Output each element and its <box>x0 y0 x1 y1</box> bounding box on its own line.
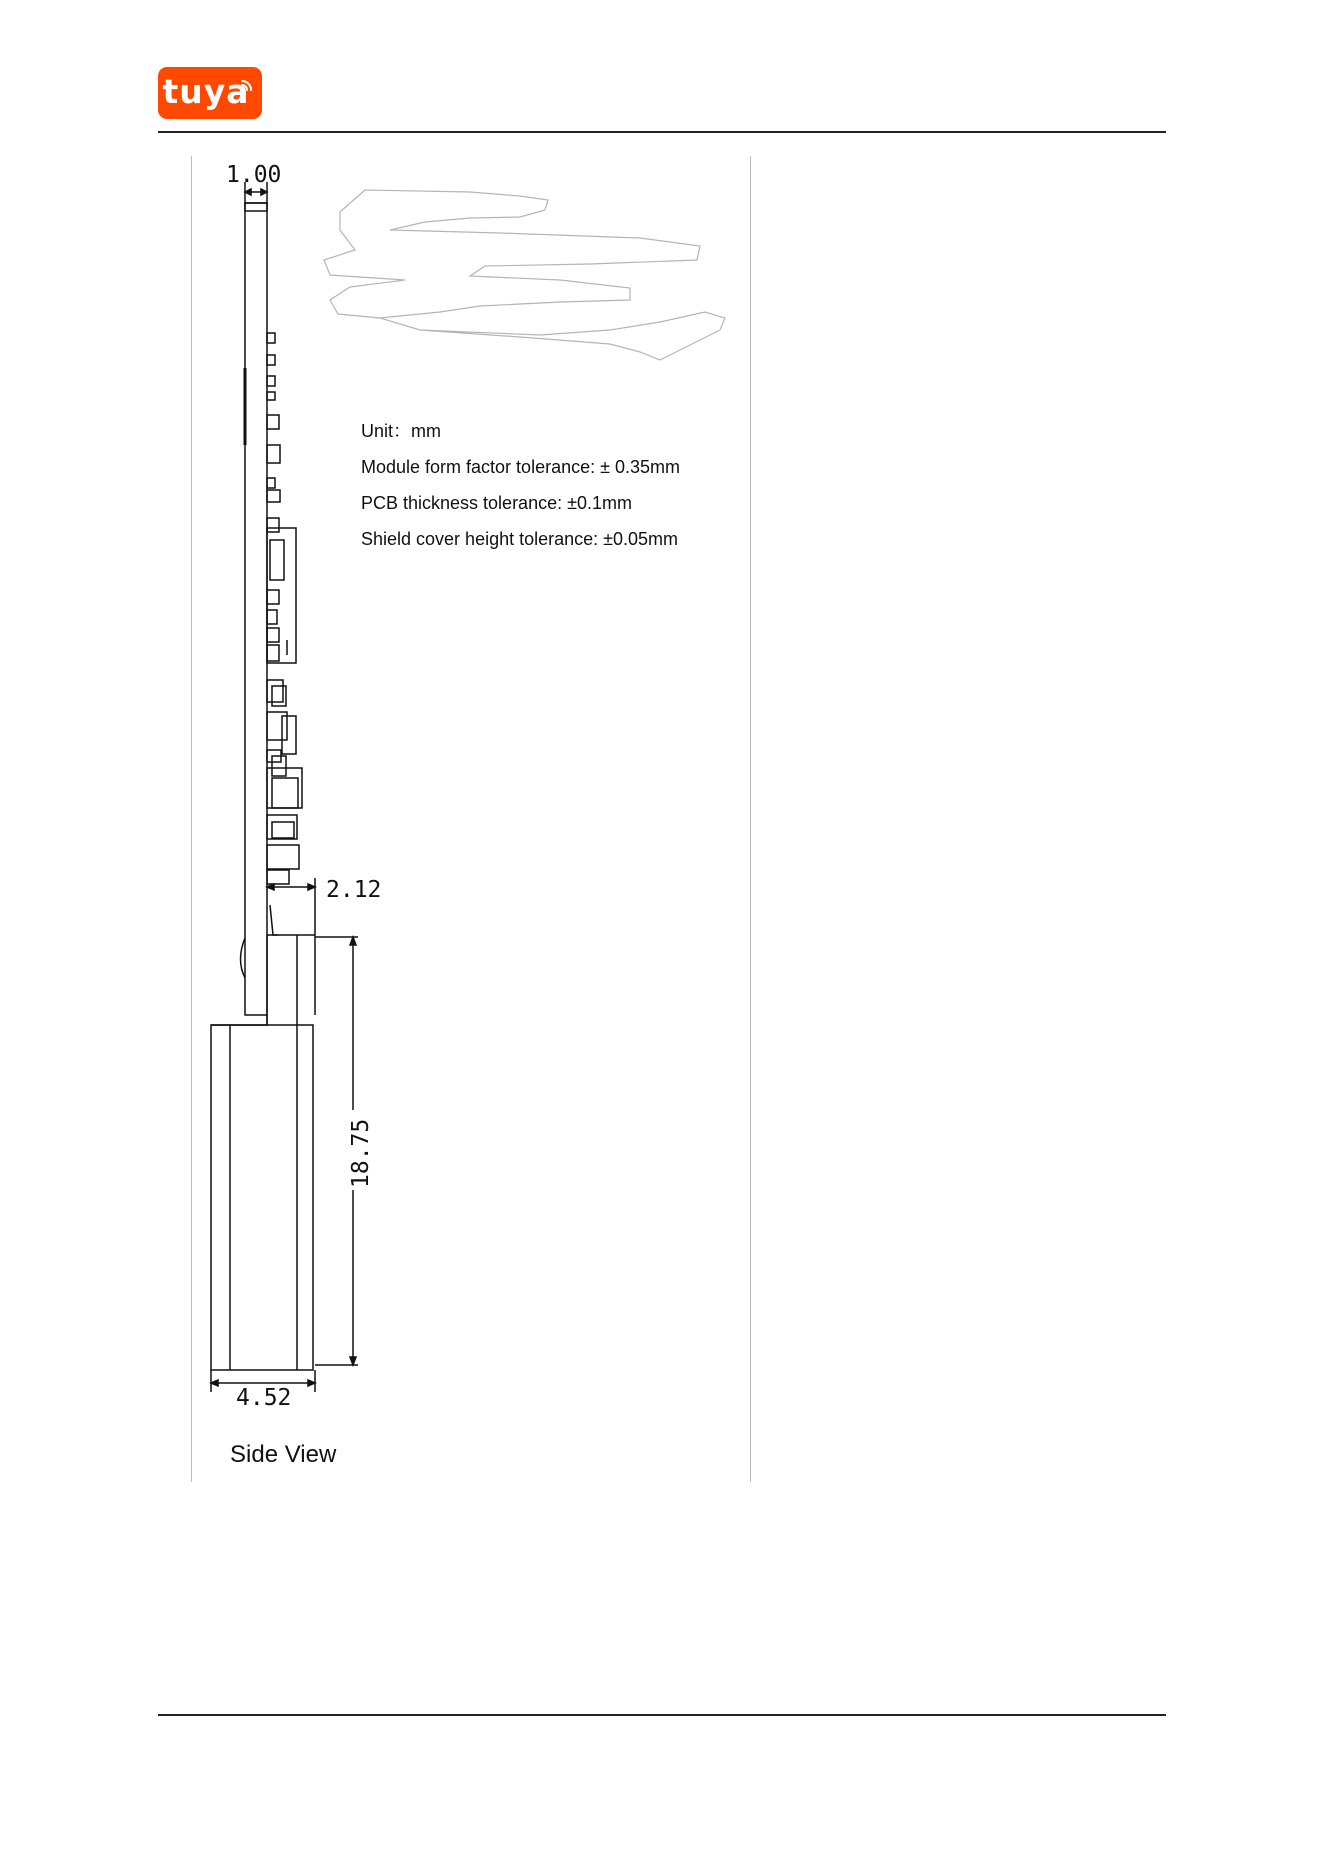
caption-side-view: Side View <box>230 1441 337 1468</box>
dim-height: 18.75 <box>348 1118 374 1188</box>
dim-pcb-thickness: 1.00 <box>226 162 282 188</box>
dim-width: 4.52 <box>236 1385 292 1411</box>
dim-component-height: 2.12 <box>326 877 382 903</box>
note-unit: Unit：mm <box>361 421 441 441</box>
footer-divider <box>158 1714 1166 1716</box>
note-shield-height-tolerance: Shield cover height tolerance: ±0.05mm <box>361 529 679 549</box>
redaction-outline <box>324 190 725 360</box>
logo-text: tuya <box>162 71 250 111</box>
note-form-factor-tolerance: Module form factor tolerance: ± 0.35mm <box>361 457 681 477</box>
note-pcb-thickness-tolerance: PCB thickness tolerance: ±0.1mm <box>361 493 632 513</box>
